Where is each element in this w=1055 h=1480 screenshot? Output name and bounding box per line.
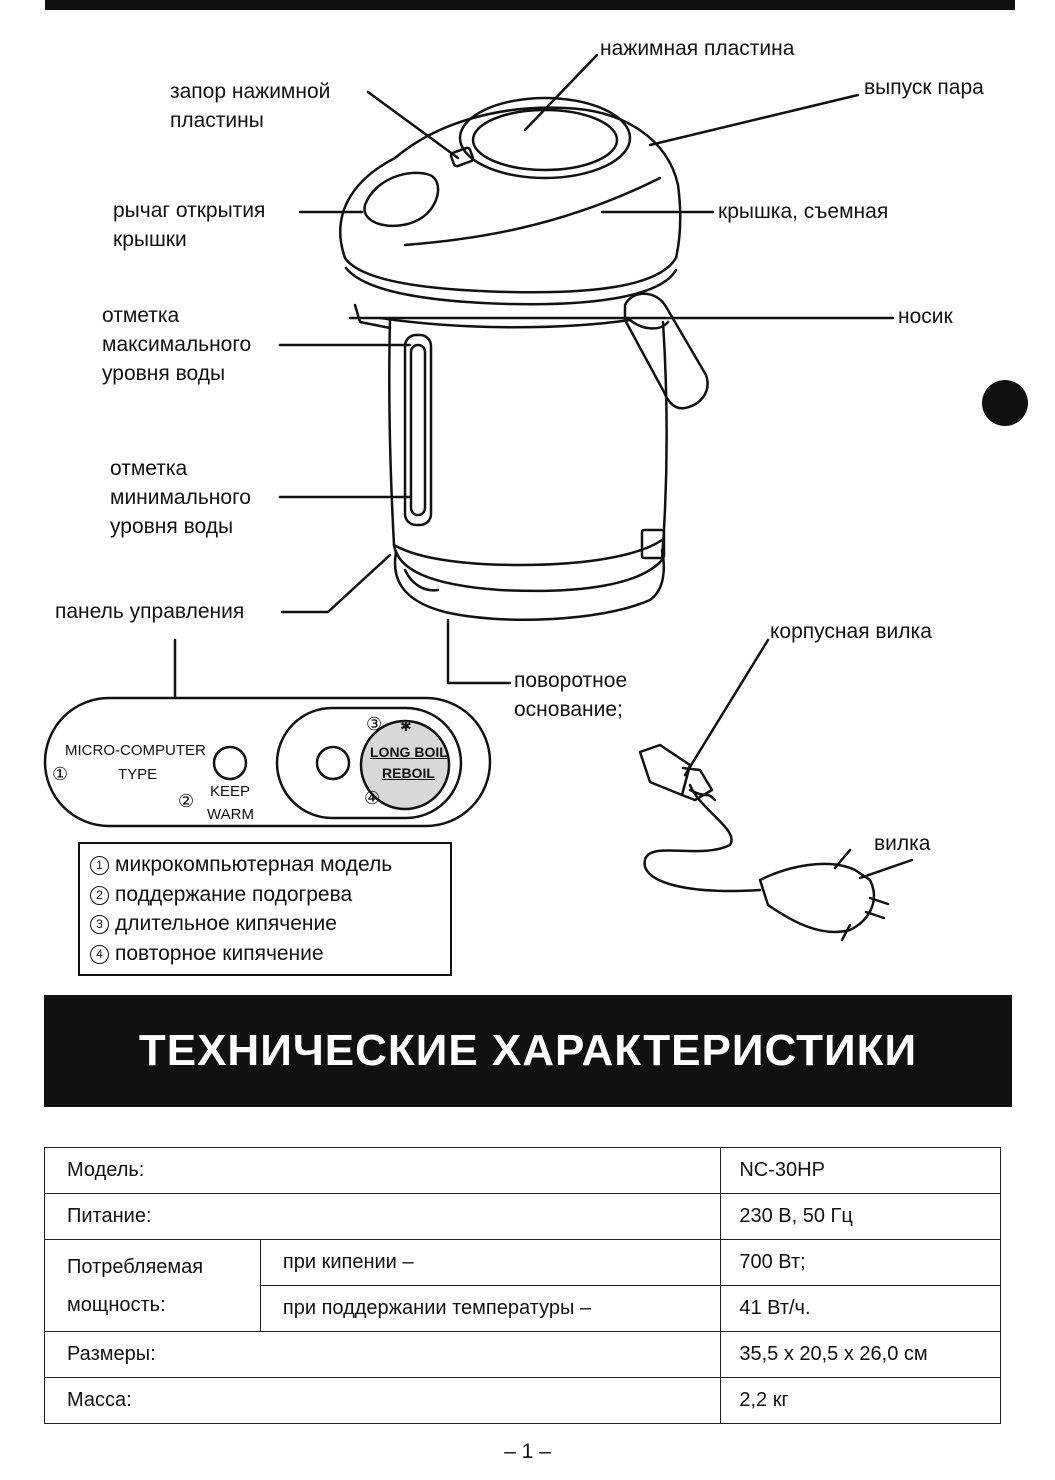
label-plate-lock: запор нажимной пластины — [170, 80, 331, 132]
section-marker — [982, 380, 1028, 426]
legend-item — [90, 939, 450, 969]
legend-num: 1 — [90, 856, 109, 875]
spec-sublabel: при кипении – — [260, 1240, 720, 1286]
spec-value: NC-30HP — [721, 1148, 1001, 1194]
spec-label: Масса: — [45, 1378, 721, 1424]
spec-value: 35,5 x 20,5 x 26,0 см — [721, 1332, 1001, 1378]
panel-num-1: ① — [52, 764, 69, 784]
spec-label-line: мощность: — [67, 1293, 166, 1316]
keep-warm-button — [214, 747, 246, 779]
panel-reboil: REBOIL — [382, 765, 435, 781]
panel-num-3: ③ — [366, 714, 383, 734]
legend-item — [90, 850, 450, 880]
legend-text: микрокомпьютерная модель — [115, 853, 393, 876]
panel-num-4: ④ — [364, 788, 381, 808]
legend-item — [90, 909, 450, 939]
legend-text: поддержание подогрева — [115, 882, 353, 906]
legend-item — [90, 880, 450, 910]
main-button — [317, 747, 349, 779]
legend-num: 3 — [90, 915, 109, 934]
spec-label-line: Потребляемая — [67, 1255, 204, 1278]
spec-value: 2,2 кг — [721, 1378, 1001, 1424]
label-spout: носик — [898, 305, 953, 328]
table-row — [45, 1332, 1001, 1378]
spec-value: 41 Вт/ч. — [721, 1286, 1001, 1332]
mains-plug-shape — [760, 864, 874, 932]
legend-num: 2 — [90, 886, 109, 905]
lid-lever-shape — [365, 173, 439, 226]
label-lid-lever: рычаг открытия крышки — [113, 199, 266, 251]
legend-text: длительное кипячение — [115, 912, 337, 935]
base-shape — [395, 550, 664, 620]
spec-value: 230 В, 50 Гц — [721, 1194, 1001, 1240]
label-max-mark: отметка максимального уровня воды — [102, 304, 252, 385]
legend-num: 4 — [90, 945, 109, 964]
panel-micro-computer: MICRO-COMPUTER — [65, 742, 206, 759]
table-row — [45, 1194, 1001, 1240]
spec-label: Питание: — [45, 1194, 721, 1240]
spec-label: Размеры: — [45, 1332, 721, 1378]
spec-label-consumption — [45, 1240, 261, 1332]
label-rotating-base: поворотное основание; — [514, 669, 628, 721]
section-banner — [44, 995, 1012, 1107]
label-body-plug: корпусная вилка — [770, 620, 932, 643]
spec-label: Модель: — [45, 1148, 721, 1194]
panel-num-2: ② — [178, 791, 195, 811]
panel-keep: KEEP — [210, 783, 251, 800]
label-control-panel: панель управления — [55, 600, 245, 623]
spec-table — [44, 1147, 1001, 1424]
legend-text: повторное кипячение — [115, 941, 324, 965]
label-lid-removable: крышка, съемная — [718, 200, 889, 223]
spec-sublabel: при поддержании температуры – — [260, 1286, 720, 1332]
body-plug-shape — [640, 745, 690, 795]
spec-value: 700 Вт; — [721, 1240, 1001, 1286]
table-row — [45, 1378, 1001, 1424]
label-press-plate: нажимная пластина — [600, 37, 795, 60]
page-number: – 1 – — [504, 1440, 551, 1463]
panel-type: TYPE — [118, 766, 158, 783]
section-title: ТЕХНИЧЕСКИЕ ХАРАКТЕРИСТИКИ — [138, 1026, 918, 1075]
label-plug: вилка — [874, 832, 931, 855]
panel-star: ✱ — [400, 718, 412, 734]
table-row — [45, 1240, 1001, 1286]
cord — [645, 785, 760, 891]
panel-long-boil: LONG BOIL — [370, 744, 448, 760]
panel-warm: WARM — [207, 806, 254, 823]
label-steam-outlet: выпуск пара — [864, 76, 984, 99]
table-row — [45, 1148, 1001, 1194]
panel-legend — [78, 842, 452, 976]
label-min-mark: отметка минимального уровня воды — [110, 457, 251, 538]
